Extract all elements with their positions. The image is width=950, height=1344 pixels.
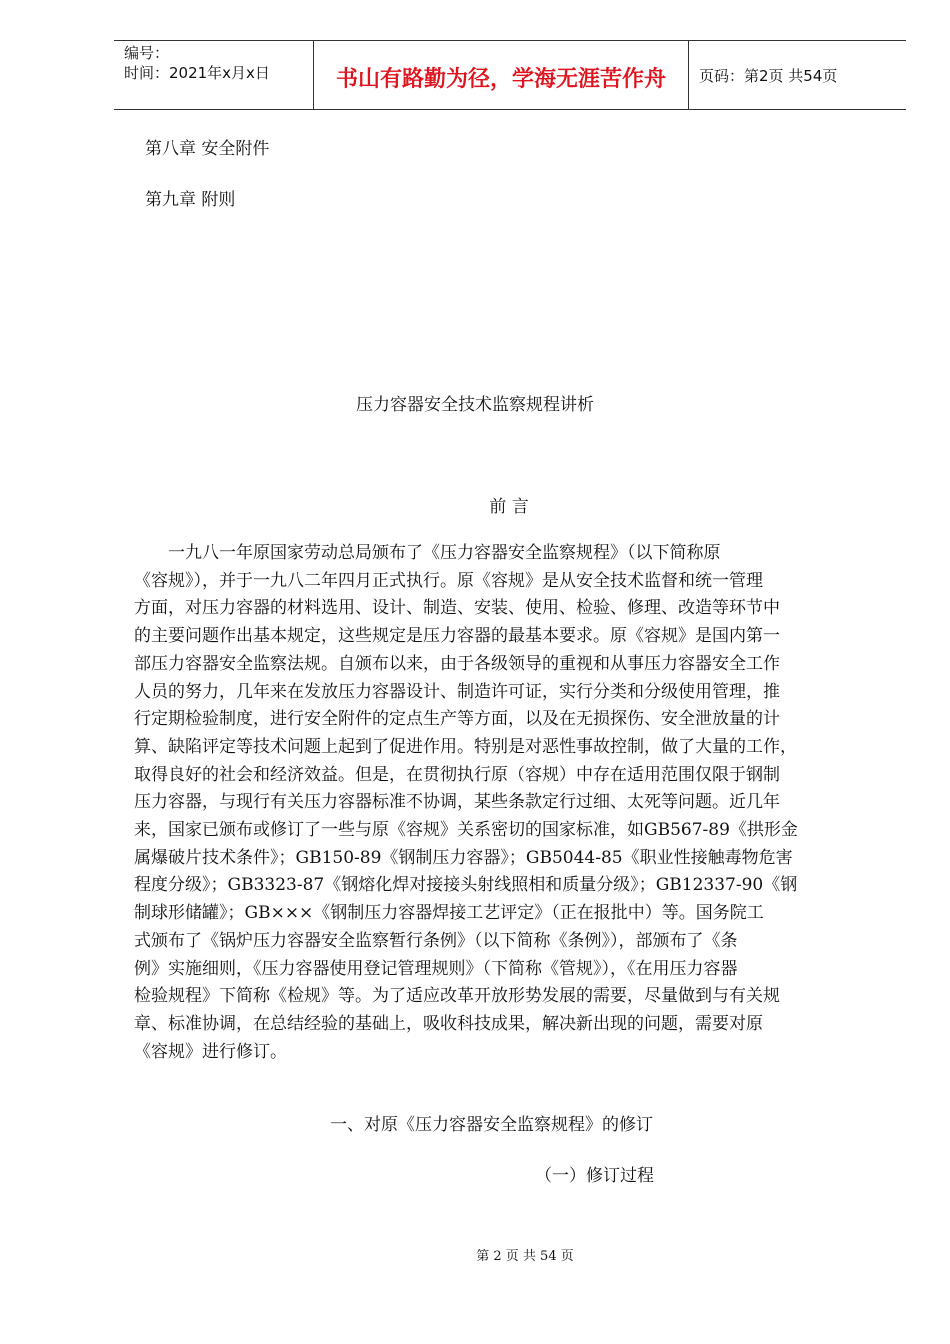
subsection-heading: （一）修订过程 — [535, 1166, 654, 1186]
paragraph-line: 式颁布了《锅炉压力容器安全监察暂行条例》（以下简称《条例》），部颁布了《条 — [134, 930, 738, 951]
paragraph-line: 行定期检验制度，进行安全附件的定点生产等方面，以及在无损探伤、安全泄放量的计 — [134, 709, 780, 730]
paragraph-line: 制球形储罐》；GB×××《钢制压力容器焊接工艺评定》（正在报批中）等。国务院工 — [134, 903, 764, 924]
paragraph-line: 章、标准协调，在总结经验的基础上，吸收科技成果，解决新出现的问题，需要对原 — [134, 1013, 763, 1034]
paragraph-line: 的主要问题作出基本规定，这些规定是压力容器的最基本要求。原《容规》是国内第一 — [134, 626, 780, 647]
toc-chapter-9: 第九章 附则 — [145, 190, 236, 210]
paragraph-line: 检验规程》下简称《检规》等。为了适应改革开放形势发展的需要，尽量做到与有关规 — [134, 986, 780, 1007]
footer-page-number: 第 2 页 共 54 页 — [476, 1249, 574, 1264]
paragraph-line: 《容规》），并于一九八二年四月正式执行。原《容规》是从安全技术监督和统一管理 — [134, 570, 763, 591]
paragraph-line: 程度分级》；GB3323-87《钢熔化焊对接接头射线照相和质量分级》；GB12337-90《钢 — [134, 875, 798, 896]
header-meta — [114, 41, 314, 109]
paragraph-line: 部压力容器安全监察法规。自颁布以来，由于各级领导的重视和从事压力容器安全工作 — [134, 653, 780, 674]
page-footer — [0, 1245, 950, 1264]
paragraph-line: 人员的努力，几年来在发放压力容器设计、制造许可证，实行分类和分级使用管理，推 — [134, 681, 780, 702]
section-heading: 一、对原《压力容器安全监察规程》的修订 — [330, 1115, 653, 1135]
document-title: 压力容器安全技术监察规程讲析 — [356, 395, 594, 415]
paragraph-line: 压力容器，与现行有关压力容器标准不协调，某些条款定行过细、太死等问题。近几年 — [134, 792, 780, 813]
paragraph-line: 算、缺陷评定等技术问题上起到了促进作用。特别是对恶性事故控制，做了大量的工作， — [134, 736, 797, 757]
paragraph-line: 例》实施细则，《压力容器使用登记管理规则》（下简称《管规》），《在用压力容器 — [134, 958, 738, 979]
paragraph-line: 方面，对压力容器的材料选用、设计、制造、安装、使用、检验、修理、改造等环节中 — [134, 598, 780, 619]
paragraph-line: 《容规》进行修订。 — [134, 1041, 287, 1062]
document-number-label: 编号： — [124, 44, 170, 62]
paragraph-line: 一九八一年原国家劳动总局颁布了《压力容器安全监察规程》（以下简称原 — [134, 543, 721, 563]
header-page-number: 页码：第2页 共54页 — [699, 66, 838, 85]
paragraph-line: 来，国家已颁布或修订了一些与原《容规》关系密切的国家标准，如GB567-89《拱形金 — [134, 820, 798, 841]
preface-paragraph — [134, 540, 880, 1066]
page-header — [114, 40, 906, 110]
preface-heading: 前 言 — [489, 497, 529, 517]
paragraph-line: 属爆破片技术条件》；GB150-89《钢制压力容器》；GB5044-85《职业性接触毒物危害 — [134, 847, 793, 868]
header-motto: 书山有路勤为径，学海无涯苦作舟 — [314, 41, 689, 109]
toc-chapter-8: 第八章 安全附件 — [145, 139, 270, 159]
document-time-label: 时间：2021年x月x日 — [124, 64, 270, 82]
paragraph-line: 取得良好的社会和经济效益。但是，在贯彻执行原（容规）中存在适用范围仅限于钢制 — [134, 764, 780, 785]
